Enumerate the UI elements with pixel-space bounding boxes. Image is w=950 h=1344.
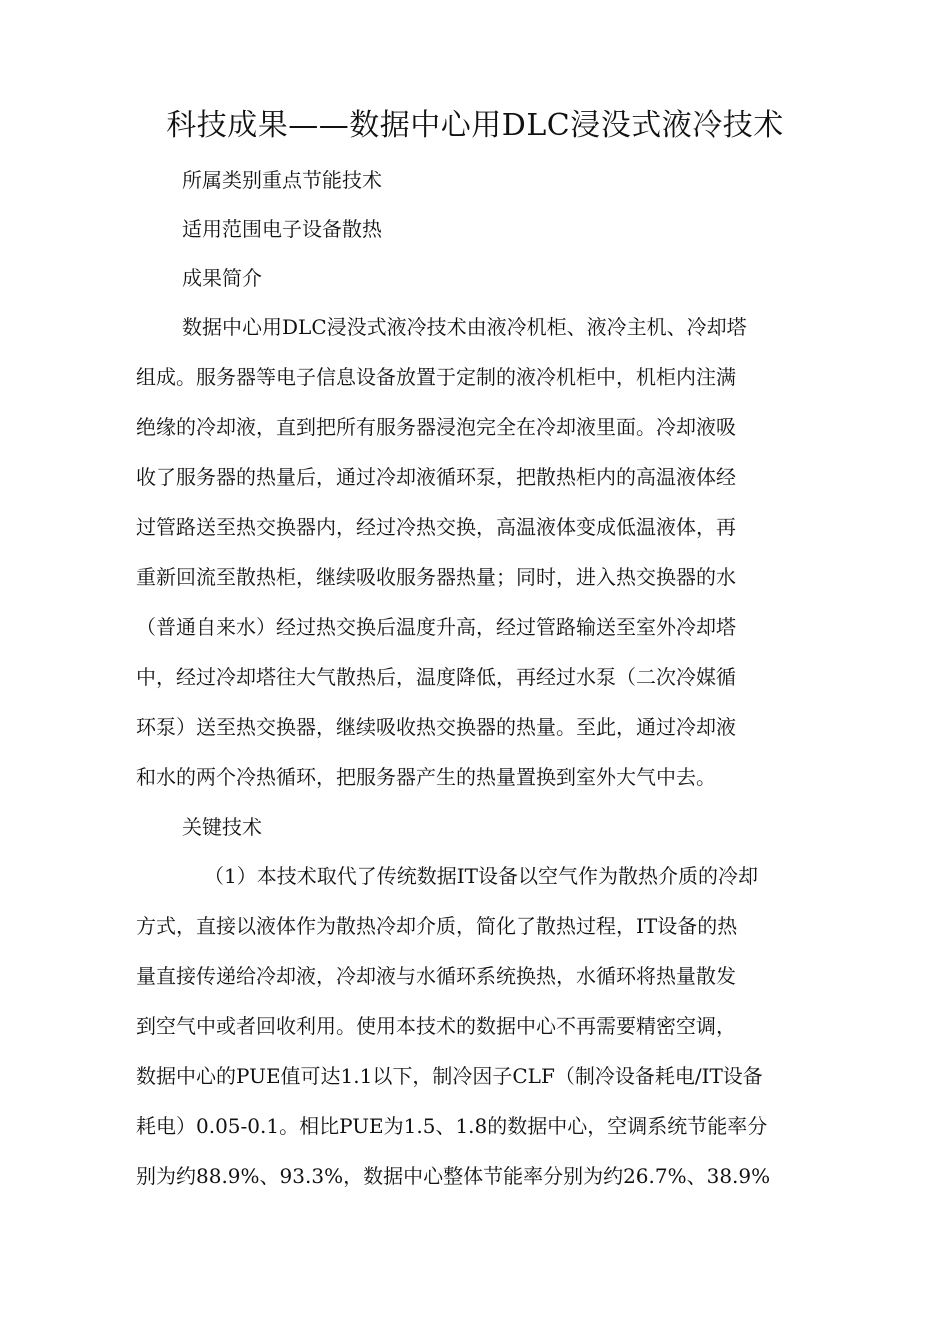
summary-line: 和水的两个冷热循环，把服务器产生的热量置换到室外大气中去。 [136,765,716,789]
summary-line: 中，经过冷却塔往大气散热后，温度降低，再经过水泵（二次冷媒循 [136,665,736,689]
summary-heading: 成果简介 [182,266,262,290]
summary-line: 重新回流至散热柜，继续吸收服务器热量；同时，进入热交换器的水 [136,565,736,589]
key-tech-line: 到空气中或者回收利用。使用本技术的数据中心不再需要精密空调， [136,1014,736,1038]
summary-line: 过管路送至热交换器内，经过冷热交换，高温液体变成低温液体，再 [136,515,736,539]
key-tech-line: 耗电）0.05-0.1。相比PUE为1.5、1.8的数据中心，空调系统节能率分 [136,1114,768,1138]
key-tech-heading: 关键技术 [182,815,262,839]
summary-line: 收了服务器的热量后，通过冷却液循环泵，把散热柜内的高温液体经 [136,465,736,489]
key-tech-line: （1）本技术取代了传统数据IT设备以空气作为散热介质的冷却 [204,864,758,888]
summary-line: （普通自来水）经过热交换后温度升高，经过管路输送至室外冷却塔 [136,615,736,639]
scope-line: 适用范围电子设备散热 [182,217,382,241]
summary-line: 数据中心用DLC浸没式液冷技术由液冷机柜、液冷主机、冷却塔 [182,315,747,339]
key-tech-line: 数据中心的PUE值可达1.1以下，制冷因子CLF（制冷设备耗电/IT设备 [136,1064,763,1088]
summary-line: 组成。服务器等电子信息设备放置于定制的液冷机柜中，机柜内注满 [136,365,736,389]
summary-line: 绝缘的冷却液，直到把所有服务器浸泡完全在冷却液里面。冷却液吸 [136,415,736,439]
summary-line: 环泵）送至热交换器，继续吸收热交换器的热量。至此，通过冷却液 [136,715,736,739]
document-title: 科技成果——数据中心用DLC浸没式液冷技术 [166,108,784,143]
key-tech-line: 量直接传递给冷却液，冷却液与水循环系统换热，水循环将热量散发 [136,964,736,988]
key-tech-line: 别为约88.9%、93.3%，数据中心整体节能率分别为约26.7%、38.9% [136,1164,771,1188]
category-line: 所属类别重点节能技术 [182,168,382,192]
key-tech-line: 方式，直接以液体作为散热冷却介质，简化了散热过程，IT设备的热 [136,914,738,938]
